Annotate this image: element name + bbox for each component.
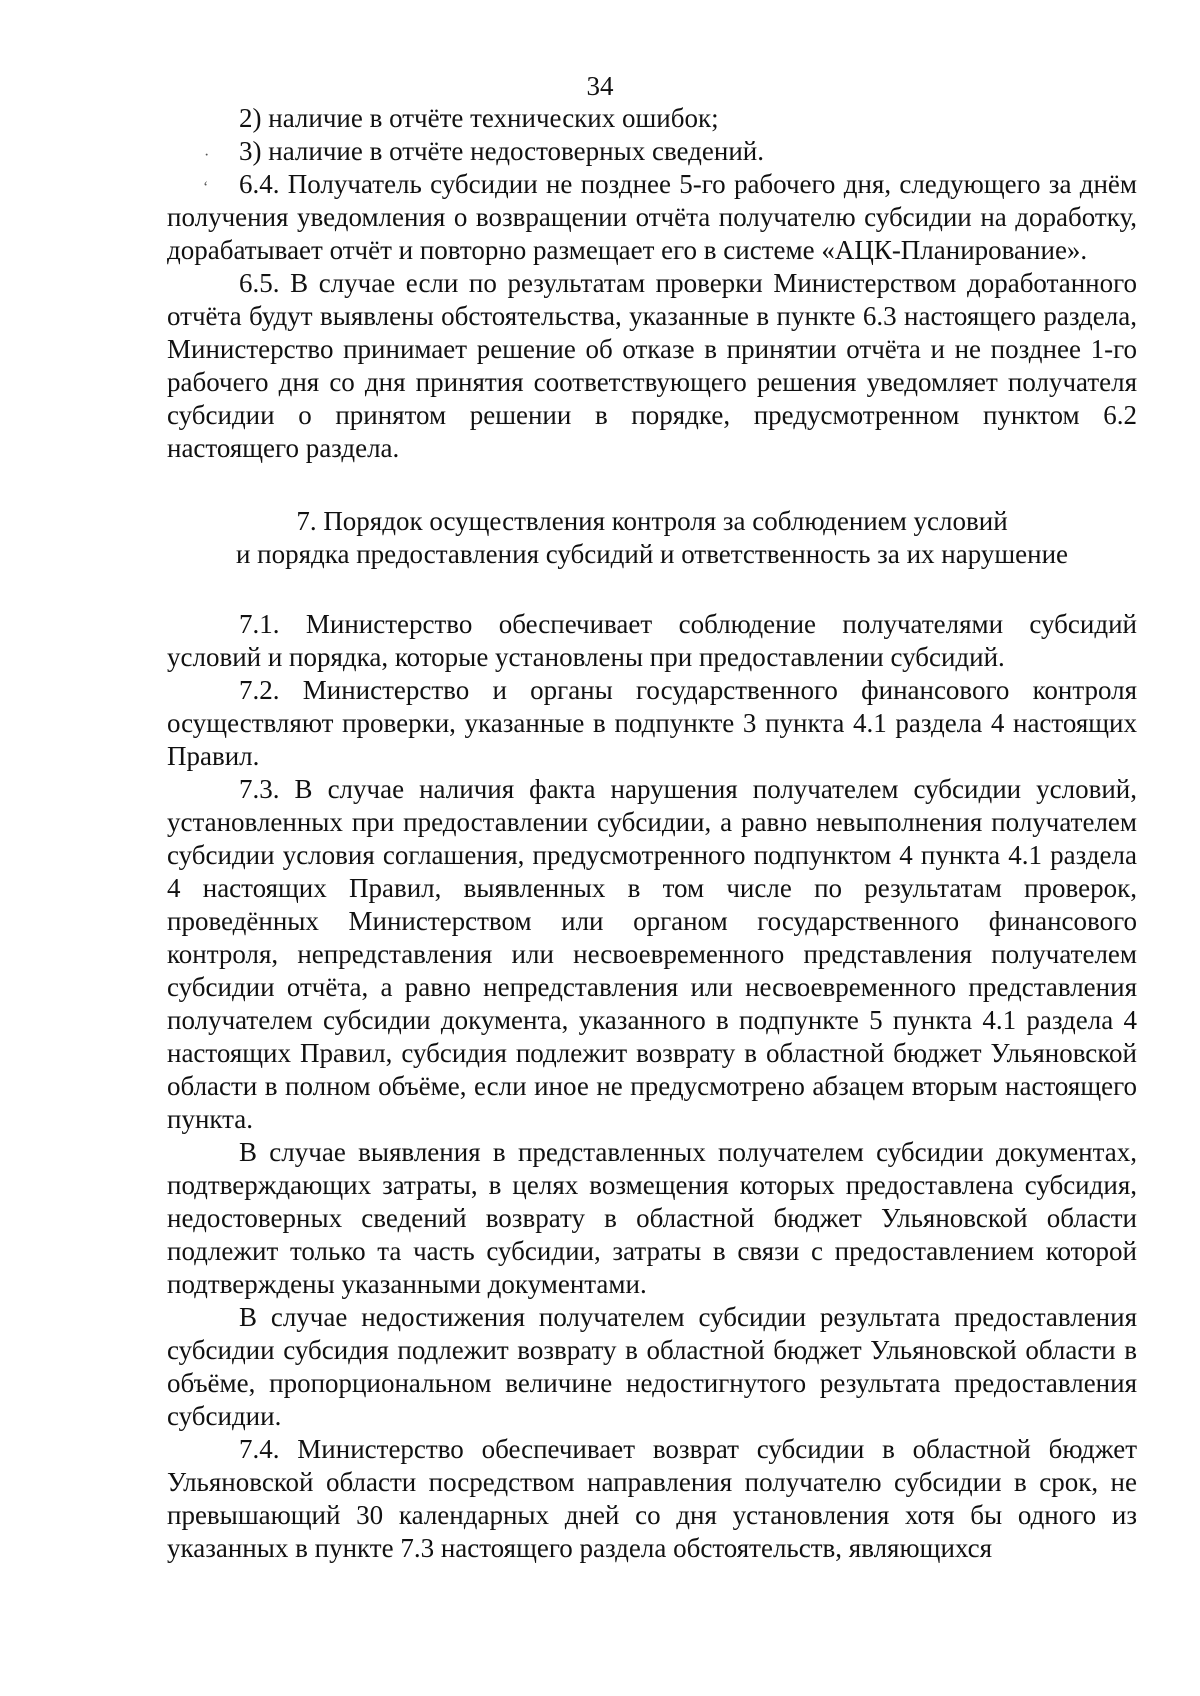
clause-6-5: 6.5. В случае если по результатам проверки Министерством доработанного отчёта будут выявлены обстоятельства, указанные в пункте 6.3 настоящего раздела, Министерство принимает решение об отказе в принятии отчёта и не позднее 1-го рабочего дня со дня принятия соответствующего решения уведомляет получателя субсидии о принятом решении в порядке, предусмотренном пунктом 6.2 настоящего раздела. — [167, 268, 1137, 463]
page-number: 34 — [586, 71, 614, 101]
section-heading-line-1: 7. Порядок осуществления контроля за соблюдением условий — [296, 506, 1008, 536]
clause-7-1: 7.1. Министерство обеспечивает соблюдение получателями субсидий условий и порядка, которые установлены при предоставлении субсидий. — [167, 609, 1137, 672]
list-item-unreliable-info: 3) наличие в отчёте недостоверных сведений. — [239, 136, 764, 166]
clause-6-4: 6.4. Получатель субсидии не позднее 5-го рабочего дня, следующего за днём получения уведомления о возвращении отчёта получателю субсидии на доработку, дорабатывает отчёт и повторно размещает его в системе «АЦК-Планирование». — [167, 169, 1137, 265]
clause-7-4: 7.4. Министерство обеспечивает возврат субсидии в областной бюджет Ульяновской области посредством направления получателю субсидии в срок, не превышающий 30 календарных дней со дня установления хотя бы одного из указанных в пункте 7.3 настоящего раздела обстоятельств, являющихся — [167, 1434, 1137, 1563]
scan-speck: · — [204, 147, 210, 164]
clause-7-3-paragraph-3: В случае недостижения получателем субсидии результата предоставления субсидии субсидия подлежит возврату в областной бюджет Ульяновской области в объёме, пропорциональном величине недостигнутого результата предоставления субсидии. — [167, 1302, 1137, 1431]
document-body — [167, 102, 1137, 1565]
clause-7-2: 7.2. Министерство и органы государственного финансового контроля осуществляют проверки, указанные в подпункте 3 пункта 4.1 раздела 4 настоящих Правил. — [167, 675, 1137, 771]
clause-7-3-paragraph-2: В случае выявления в представленных получателем субсидии документах, подтверждающих затраты, в целях возмещения которых предоставлена субсидия, недостоверных сведений возврату в областной бюджет Ульяновской области подлежит только та часть субсидии, затраты в связи с предоставлением которой подтверждены указанными документами. — [167, 1137, 1137, 1299]
list-item-technical-errors: 2) наличие в отчёте технических ошибок; — [239, 103, 719, 133]
section-heading-7 — [167, 505, 1137, 571]
section-heading-line-2: и порядка предоставления субсидий и ответственность за их нарушение — [235, 539, 1069, 569]
scan-speck: ʻ — [203, 179, 209, 196]
clause-7-3: 7.3. В случае наличия факта нарушения получателем субсидии условий, установленных при предоставлении субсидии, а равно невыполнения получателем субсидии условия соглашения, предусмотренного подпунктом 4 пункта 4.1 раздела 4 настоящих Правил, выявленных в том числе по результатам проверок, проведённых Министерством или органом государственного финансового контроля, непредставления или несвоевременного представления получателем субсидии отчёта, а равно непредставления или несвоевременного представления получателем субсидии документа, указанного в подпункте 5 пункта 4.1 раздела 4 настоящих Правил, субсидия подлежит возврату в областной бюджет Ульяновской области в полном объёме, если иное не предусмотрено абзацем вторым настоящего пункта. — [167, 774, 1137, 1134]
